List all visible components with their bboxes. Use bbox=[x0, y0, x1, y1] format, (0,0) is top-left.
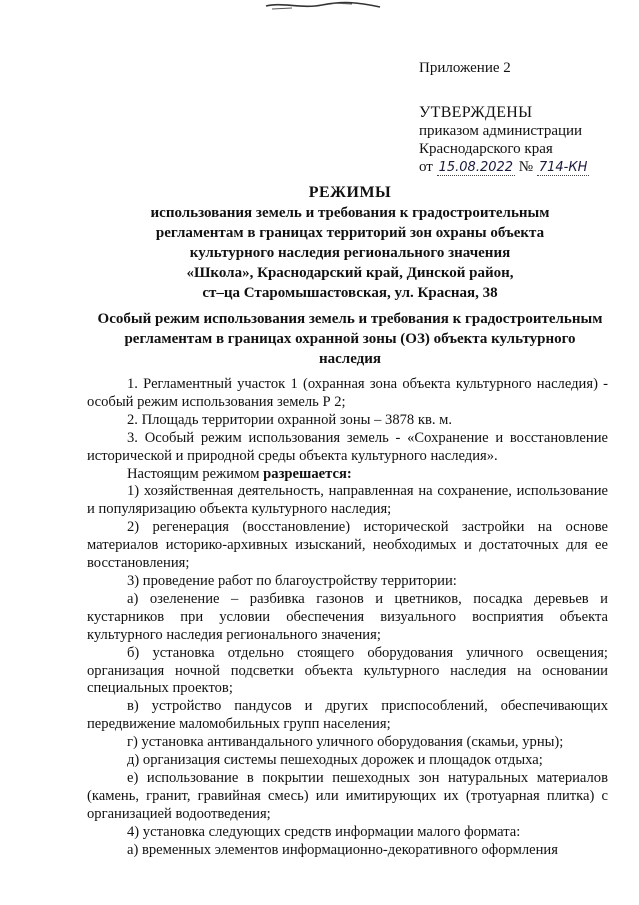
order-line bbox=[419, 158, 589, 176]
paragraph: б) установка отдельно стоящего оборудования уличного освещения; организация ночной подсветки объекта культурного наследия на основании специальных проектов; bbox=[87, 644, 608, 697]
approved-title: УТВЕРЖДЕНЫ bbox=[419, 104, 533, 121]
paragraph: г) установка антивандального уличного оборудования (скамьи, урны); bbox=[127, 734, 564, 751]
top-edge-marks bbox=[262, 0, 384, 12]
appendix-label: Приложение 2 bbox=[419, 60, 511, 76]
paragraph: в) устройство пандусов и других приспособлений, обеспечивающих передвижение маломобильных групп населения; bbox=[87, 698, 608, 733]
approval-block bbox=[419, 104, 589, 176]
approved-by-line-2: Краснодарского края bbox=[419, 141, 553, 157]
order-date-handwritten: 15.08.2022 bbox=[438, 160, 514, 175]
paragraph-permitted bbox=[87, 466, 608, 484]
paragraph: а) озеленение – разбивка газонов и цветников, посадка деревьев и кустарников при условии обеспечения визуального восприятия объекта культурного наследия регионального значения; bbox=[87, 590, 608, 643]
document-body bbox=[87, 376, 608, 859]
section-line-2: регламентам в границах охранной зоны (ОЗ) объекта культурного bbox=[124, 331, 576, 347]
paragraph: 2) регенерация (восстановление) исторической застройки на основе материалов историко-архивных изысканий, необходимых и достаточных для ее восстановления; bbox=[87, 519, 608, 572]
paragraph: е) использование в покрытии пешеходных зон натуральных материалов (камень, гранит, гравийная смесь) или имитирующих их (тротуарная плитка) с организацией водоотведения; bbox=[87, 769, 608, 822]
paragraph: д) организация системы пешеходных дорожек и площадок отдыха; bbox=[127, 752, 543, 769]
section-heading bbox=[80, 309, 620, 369]
paragraph: 3. Особый режим использования земель - «Сохранение и восстановление исторической и природной среды объекта культурного наследия». bbox=[87, 429, 608, 464]
permitted-prefix: Настоящим режимом bbox=[127, 465, 264, 482]
title-line-3: культурного наследия регионального значения bbox=[189, 245, 511, 261]
title-main: РЕЖИМЫ bbox=[308, 184, 392, 201]
paragraph: 1. Регламентный участок 1 (охранная зона объекта культурного наследия) - особый режим использования земель Р 2; bbox=[87, 376, 608, 410]
document-title bbox=[60, 183, 639, 303]
title-line-5: ст–ца Старомышастовская, ул. Красная, 38 bbox=[202, 285, 498, 301]
order-number-label: № bbox=[518, 159, 534, 175]
paragraph: 4) установка следующих средств информации малого формата: bbox=[127, 823, 521, 840]
paragraph: 3) проведение работ по благоустройству территории: bbox=[127, 572, 457, 589]
order-from-label: от bbox=[419, 159, 433, 175]
paragraph: 2. Площадь территории охранной зоны – 3878 кв. м. bbox=[127, 411, 453, 428]
paragraph: 1) хозяйственная деятельность, направленная на сохранение, использование и популяризацию объекта культурного наследия; bbox=[87, 483, 608, 518]
permitted-bold: разрешается: bbox=[263, 465, 352, 482]
title-line-2: регламентам в границах территорий зон охраны объекта bbox=[155, 225, 545, 241]
paragraph: а) временных элементов информационно-декоративного оформления bbox=[127, 841, 558, 858]
approved-by-line-1: приказом администрации bbox=[419, 123, 583, 139]
section-line-1: Особый режим использования земель и требования к градостроительным bbox=[97, 311, 603, 327]
title-line-1: использования земель и требования к градостроительным bbox=[150, 205, 550, 221]
section-line-3: наследия bbox=[318, 351, 382, 367]
order-number-handwritten: 714-КН bbox=[538, 160, 588, 175]
title-line-4: «Школа», Краснодарский край, Динской район, bbox=[186, 265, 514, 281]
